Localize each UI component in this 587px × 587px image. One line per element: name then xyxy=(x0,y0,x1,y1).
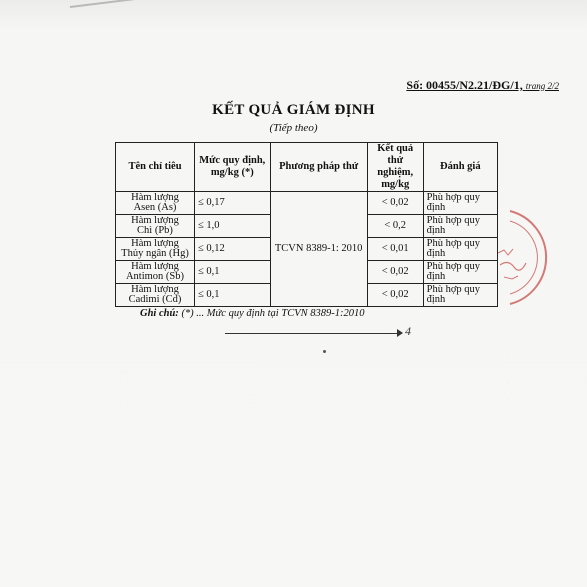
limit-cell: ≤ 0,1 xyxy=(195,284,271,307)
assessment-cell: Phù hợp quy định xyxy=(423,284,497,307)
end-mark: 4 xyxy=(405,324,411,338)
indicator-line2: Asen (As) xyxy=(133,202,177,213)
header-indicator: Tên chỉ tiêu xyxy=(116,143,195,192)
page-label: trang 2/2 xyxy=(525,81,559,91)
indicator-line1: Hàm lượng xyxy=(131,238,179,249)
indicator-line1: Hàm lượng xyxy=(131,261,179,272)
assessment-cell: Phù hợp quy định xyxy=(423,215,497,238)
table-header-row xyxy=(116,143,498,192)
indicator-line1: Hàm lượng xyxy=(131,284,179,295)
limit-cell: ≤ 1,0 xyxy=(195,215,271,238)
indicator-line1: Hàm lượng xyxy=(131,215,179,226)
results-table xyxy=(115,142,498,307)
end-arrow-icon xyxy=(397,329,403,337)
header-limit: Mức quy định, mg/kg (*) xyxy=(195,143,271,192)
result-cell: < 0,02 xyxy=(367,261,423,284)
result-cell: < 0,02 xyxy=(367,192,423,215)
limit-cell: ≤ 0,17 xyxy=(195,192,271,215)
assessment-cell: Phù hợp quy định xyxy=(423,238,497,261)
indicator-cell xyxy=(116,215,195,238)
assessment-cell: Phù hợp quy định xyxy=(423,261,497,284)
indicator-line2: Chì (Pb) xyxy=(137,225,173,236)
indicator-cell xyxy=(116,261,195,284)
indicator-cell xyxy=(116,284,195,307)
footnote-text: (*) ... Mức quy định tại TCVN 8389-1:2010 xyxy=(181,308,365,319)
assessment-cell: Phù hợp quy định xyxy=(423,192,497,215)
indicator-line1: Hàm lượng xyxy=(131,192,179,203)
indicator-cell xyxy=(116,238,195,261)
limit-cell: ≤ 0,12 xyxy=(195,238,271,261)
indicator-line2: Thủy ngân (Hg) xyxy=(121,248,189,259)
indicator-cell xyxy=(116,192,195,215)
scan-artifact-line xyxy=(70,0,338,8)
indicator-line2: Antimon (Sb) xyxy=(125,271,185,282)
document-title: KẾT QUẢ GIÁM ĐỊNH xyxy=(212,102,375,118)
document-subtitle: (Tiếp theo) xyxy=(269,122,318,134)
result-cell: < 0,01 xyxy=(367,238,423,261)
result-cell: < 0,2 xyxy=(367,215,423,238)
end-of-document-rule xyxy=(225,333,400,334)
scan-dust-mark xyxy=(323,350,326,353)
header-method: Phương pháp thử xyxy=(270,143,367,192)
footnote-label: Ghi chú: xyxy=(140,308,179,319)
result-cell: < 0,02 xyxy=(367,284,423,307)
document-number xyxy=(406,78,559,93)
footnote xyxy=(140,308,364,319)
document-number-text: Số: 00455/N2.21/ĐG/1, xyxy=(406,78,523,92)
table-row xyxy=(116,192,498,215)
limit-cell: ≤ 0,1 xyxy=(195,261,271,284)
header-assessment: Đánh giá xyxy=(423,143,497,192)
header-result: Kết quả thử nghiệm, mg/kg xyxy=(367,143,423,192)
method-cell: TCVN 8389-1: 2010 xyxy=(270,192,367,307)
indicator-line2: Cadimi (Cd) xyxy=(128,294,182,305)
